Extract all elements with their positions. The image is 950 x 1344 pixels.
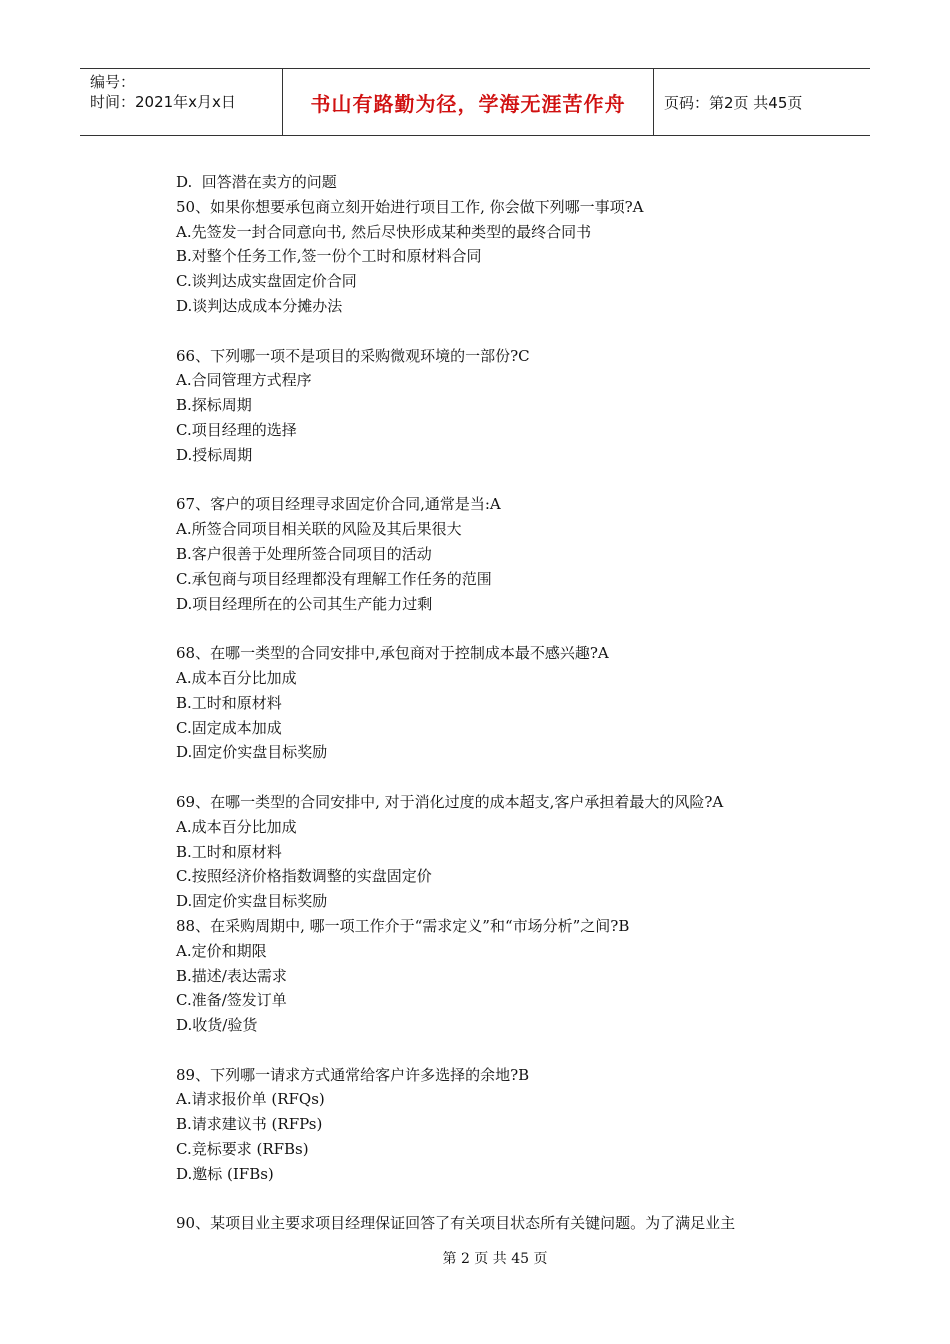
text-line: D.授标周期 bbox=[176, 445, 253, 464]
text-line: 89、下列哪一请求方式通常给客户许多选择的余地?B bbox=[176, 1065, 530, 1084]
text-line: C.准备/签发订单 bbox=[176, 991, 287, 1010]
text-line: B.探标周期 bbox=[176, 396, 252, 415]
text-line: B.工时和原材料 bbox=[176, 842, 282, 861]
text-line: B.客户很善于处理所签合同项目的活动 bbox=[176, 544, 432, 563]
text-line: A.定价和期限 bbox=[176, 941, 267, 960]
document-number-label: 编号： bbox=[90, 73, 136, 91]
page-footer: 第 2 页 共 45 页 bbox=[442, 1251, 548, 1267]
text-line: D.谈判达成成本分摊办法 bbox=[176, 296, 343, 315]
text-line: B.工时和原材料 bbox=[176, 693, 282, 712]
blank-line bbox=[176, 319, 836, 344]
text-line: D.固定价实盘目标奖励 bbox=[176, 892, 328, 911]
text-line: A.成本百分比加成 bbox=[176, 668, 297, 687]
text-line: A.所签合同项目相关联的风险及其后果很大 bbox=[176, 520, 462, 539]
blank-line bbox=[176, 1187, 836, 1212]
blank-line bbox=[176, 468, 836, 493]
text-line: B.对整个任务工作,签一份个工时和原材料合同 bbox=[176, 247, 482, 266]
text-line: D.固定价实盘目标奖励 bbox=[176, 743, 328, 762]
header-motto: 书山有路勤为径，学海无涯苦作舟 bbox=[282, 69, 654, 135]
text-line: 66、下列哪一项不是项目的采购微观环境的一部份?C bbox=[176, 346, 530, 365]
text-line: D.邀标 (IFBs) bbox=[176, 1164, 274, 1183]
blank-line bbox=[176, 1038, 836, 1063]
text-line: 68、在哪一类型的合同安排中,承包商对于控制成本最不感兴趣?A bbox=[176, 644, 609, 663]
text-line: C.谈判达成实盘固定价合同 bbox=[176, 272, 357, 291]
text-line: C.按照经济价格指数调整的实盘固定价 bbox=[176, 867, 432, 886]
blank-line bbox=[176, 765, 836, 790]
document-header bbox=[80, 68, 870, 136]
text-line: 50、如果你想要承包商立刻开始进行项目工作, 你会做下列哪一事项?A bbox=[176, 197, 644, 216]
text-line: 88、在采购周期中, 哪一项工作介于“需求定义”和“市场分析”之间?B bbox=[176, 916, 630, 935]
header-meta bbox=[80, 69, 282, 135]
text-line: A.合同管理方式程序 bbox=[176, 371, 312, 390]
text-line: C.承包商与项目经理都没有理解工作任务的范围 bbox=[176, 569, 492, 588]
text-line: 69、在哪一类型的合同安排中, 对于消化过度的成本超支,客户承担着最大的风险?A bbox=[176, 792, 724, 811]
text-line: D. 回答潜在卖方的问题 bbox=[176, 173, 337, 191]
text-line: B.描述/表达需求 bbox=[176, 966, 287, 985]
blank-line bbox=[176, 616, 836, 641]
text-line: D.项目经理所在的公司其生产能力过剩 bbox=[176, 594, 433, 613]
text-line: A.先签发一封合同意向书, 然后尽快形成某种类型的最终合同书 bbox=[176, 222, 592, 241]
text-line: 67、客户的项目经理寻求固定价合同,通常是当:A bbox=[176, 495, 501, 514]
document-body bbox=[176, 170, 836, 1236]
text-line: B.请求建议书 (RFPs) bbox=[176, 1115, 323, 1134]
text-line: C.竞标要求 (RFBs) bbox=[176, 1140, 309, 1159]
text-line: A.成本百分比加成 bbox=[176, 817, 297, 836]
text-line: D.收货/验货 bbox=[176, 1016, 258, 1035]
text-line: C.项目经理的选择 bbox=[176, 420, 297, 439]
header-page-info: 页码：第2页 共45页 bbox=[664, 93, 803, 112]
text-line: A.请求报价单 (RFQs) bbox=[176, 1090, 325, 1109]
text-line: C.固定成本加成 bbox=[176, 718, 282, 737]
text-line: 90、某项目业主要求项目经理保证回答了有关项目状态所有关键问题。为了满足业主 bbox=[176, 1214, 736, 1233]
document-time-label: 时间：2021年x月x日 bbox=[90, 93, 236, 111]
